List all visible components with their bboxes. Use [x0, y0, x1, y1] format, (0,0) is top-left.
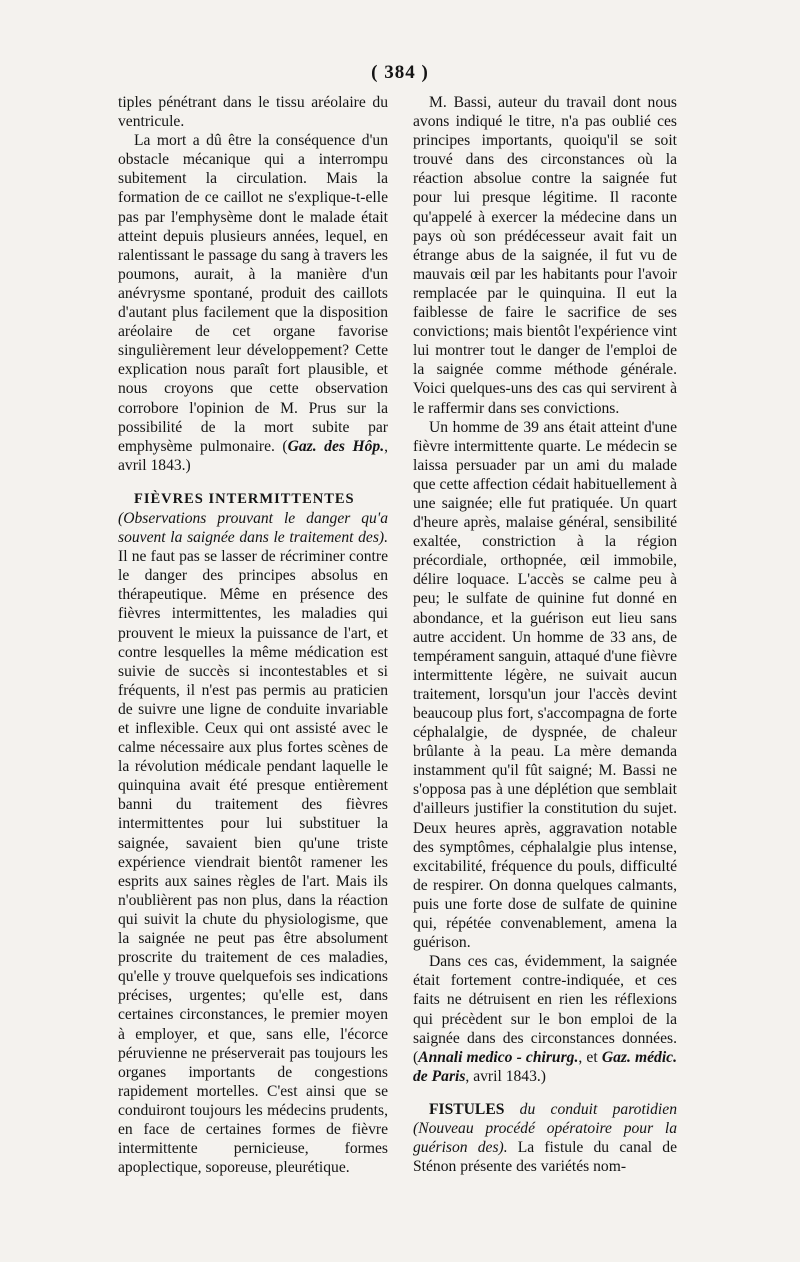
heading-title: FISTULES — [429, 1100, 505, 1118]
paragraph — [413, 952, 677, 1086]
left-column — [118, 93, 388, 1177]
citation-date: , avril 1843.) — [118, 437, 388, 474]
paragraph-text: Dans ces cas, évidemment, la saignée était fortement contre-indiquée, et ces faits ne détruisent en rien les réflexions qui précèdent sur le bon emploi de la saignée dans des circonstances données. ( — [413, 953, 677, 1066]
paragraph: Un homme de 39 ans était atteint d'une fièvre intermittente quarte. Le médecin se laissa persuader par un ami du malade que cette affection cédait habituellement à une saignée; elle fut pratiquée. Un quart d'heure après, malaise général, sensibilité exaltée, constriction à la région précordiale, orthopnée, œil immobile, délire loquace. L'accès se calme peu à peu; le sulfate de quinine fut donné en abondance, et la guérison eut lieu sans autre accident. Un homme de 33 ans, de tempérament sanguin, attaqué d'une fièvre intermittente légère, ne suivait aucun traitement, lorsqu'un jour l'accès devint beaucoup plus fort, s'accompagna de forte céphalalgie, de dyspnée, de chaleur brûlante à la peau. La mère demanda instamment qu'il fût saigné; M. Bassi ne s'opposa pas à une déplétion que semblait d'ailleurs justifier la constitution du sujet. Deux heures après, aggravation notable des symptômes, céphalalgie plus intense, excitabilité, fréquence du pouls, difficulté de respirer. On donna quelques calmants, puis une forte dose de sulfate de quinine qui, répétée convenablement, amena la guérison. — [413, 418, 677, 952]
paragraph-text: La fistule du canal de Sténon présente des variétés nom- — [413, 1139, 677, 1176]
source-citation: Annali medico - chirurg. — [418, 1048, 579, 1066]
paragraph-text: La mort a dû être la conséquence d'un obstacle mécanique qui a interrompu subitement la circulation. Mais la formation de ce caillot ne s'explique-t-elle pas par l'emphysème dont le malade était atteint depuis plusieurs années, lequel, en ralentissant le passage du sang à travers les poumons, aurait, à la manière d'un anévrysme spontané, produit des caillots d'autant plus facilement que la disposition aréolaire de cet organe favorise singulièrement leur développement? Cette explication nous paraît fort plausible, et nous croyons que cette observation corrobore l'opinion de M. Prus sur la possibilité de la mort subite par emphysème pulmonaire. ( — [118, 132, 388, 455]
paragraph — [118, 131, 388, 475]
section-heading-fistules — [413, 1100, 677, 1176]
source-citation: Gaz. médic. de Paris — [413, 1048, 677, 1085]
paragraph: tiples pénétrant dans le tissu aréolaire du ventricule. — [118, 94, 388, 131]
citation-date: , avril 1843.) — [465, 1067, 546, 1085]
citation-connector: , et — [578, 1048, 602, 1066]
page-number: ( 384 ) — [371, 62, 429, 83]
heading-title: FIÈVRES INTERMITTENTES — [134, 490, 355, 507]
paragraph-text: Il ne faut pas se lasser de récriminer contre le danger des principes absolus en thérapeutique. Même en présence des fièvres intermittentes, les maladies qui prouvent le mieux la puissance de l'art, et contre lesquelles la même médication est suivie de succès si incontestables et si fréquents, il n'est pas permis au praticien de suivre une ligne de conduite invariable et inflexible. Ceux qui ont assisté avec le calme nécessaire aux plus fortes scènes de la révolution médicale pendant laquelle le quinquina avait été presque entièrement banni du traitement des fièvres intermittentes pour lui substituer la saignée, savaient bien qu'une triste expérience viendrait bientôt ramener les esprits aux saines règles de l'art. Mais ils n'oublièrent pas non plus, dans la réaction qui suivit la chute du physiologisme, que la saignée ne peut pas être absolument proscrite du traitement de ces maladies, qu'elle y trouve quelquefois ses indications précises, urgentes; qu'elle est, dans certaines circonstances, le premier moyen à employer, et que, sans elle, l'écorce péruvienne ne préserverait pas toujours les organes importants de congestions rapidement mortelles. C'est ainsi que se conduiront toujours les médecins prudents, en face de certaines formes de fièvre intermittente pernicieuse, formes apoplectique, soporeuse, pleurétique. — [118, 548, 388, 1177]
section-heading-fevres — [118, 489, 388, 1177]
source-citation: Gaz. des Hôp. — [287, 437, 385, 455]
right-column — [413, 93, 677, 1176]
heading-subtitle: (Observations prouvant le danger qu'a souvent la saignée dans le traitement des). — [118, 509, 388, 547]
paragraph: M. Bassi, auteur du travail dont nous avons indiqué le titre, n'a pas oublié ces principes importants, quoiqu'il se soit trouvé dans des circonstances où la réaction absolue contre la saignée fut pour lui presque légitime. Il raconte qu'appelé à exercer la médecine dans un pays où son prédécesseur avait fait un étrange abus de la saignée, il fut vu de mauvais œil par les habitants pour l'avoir remplacée par le quinquina. Il eut la faiblesse de faire le sacrifice de ses convictions; mais bientôt l'expérience vint lui montrer tout le danger de l'emploi de la saignée comme méthode générale. Voici quelques-uns des cas qui servirent à le raffermir dans ses convictions. — [413, 94, 677, 417]
heading-subtitle: du conduit parotidien (Nouveau procédé opératoire pour la guérison des). — [413, 1100, 677, 1157]
